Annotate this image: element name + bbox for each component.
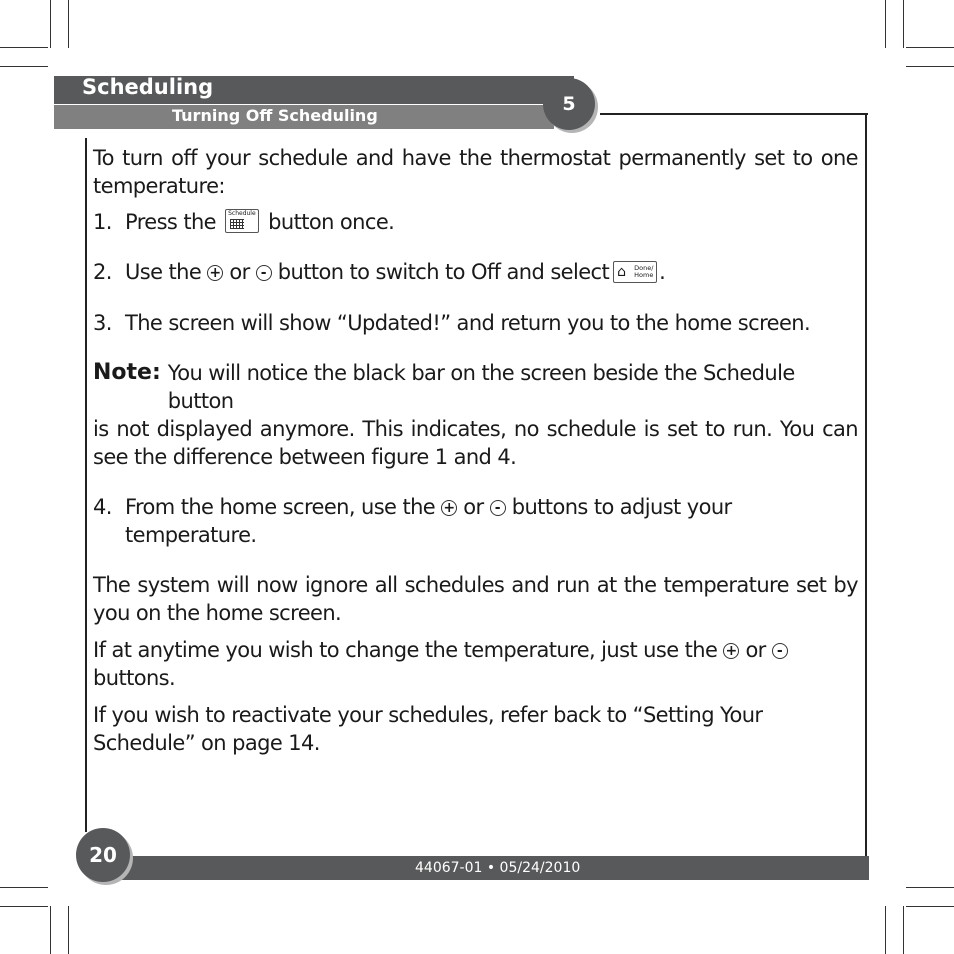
step-3 bbox=[93, 309, 858, 337]
step-text-part: button to switch to Off and select bbox=[277, 260, 610, 284]
crop-mark bbox=[0, 906, 48, 907]
crop-mark bbox=[0, 887, 48, 888]
step-text-part: or bbox=[229, 260, 250, 284]
done-home-button-icon bbox=[613, 261, 657, 283]
step-number: 1. bbox=[93, 210, 112, 234]
crop-mark bbox=[885, 906, 886, 954]
paragraph-ignore-schedules: The system will now ignore all schedules and run at the temperature set by you on the home screen. bbox=[93, 573, 858, 625]
frame-line-left bbox=[85, 138, 87, 832]
crop-mark bbox=[906, 906, 954, 907]
crop-mark bbox=[50, 0, 51, 48]
paragraph-change-temperature bbox=[93, 636, 858, 692]
step-text-part: button once. bbox=[268, 210, 395, 234]
step-text-part: or bbox=[463, 495, 484, 519]
step-text-part: Use the bbox=[125, 260, 202, 284]
document-code: 44067-01 • 05/24/2010 bbox=[415, 860, 581, 876]
step-text bbox=[125, 208, 394, 236]
note-label: Note: bbox=[93, 360, 161, 385]
page-number-badge: 20 bbox=[76, 828, 130, 882]
step-text-part: . bbox=[659, 260, 666, 284]
crop-mark bbox=[0, 47, 48, 48]
step-4 bbox=[93, 493, 858, 549]
crop-mark bbox=[68, 906, 69, 954]
step-text bbox=[125, 493, 858, 549]
step-text-part: buttons to adjust your temperature. bbox=[125, 495, 732, 547]
schedule-button-label: Schedule bbox=[228, 210, 256, 217]
step-text: The screen will show “Updated!” and return you to the home screen. bbox=[125, 311, 811, 335]
minus-icon: - bbox=[256, 265, 272, 281]
minus-icon: - bbox=[772, 643, 788, 659]
paragraph-text-part: buttons. bbox=[93, 666, 176, 690]
crop-mark bbox=[50, 906, 51, 954]
note-first-line bbox=[93, 359, 858, 415]
note-text-line1: You will notice the black bar on the screen beside the Schedule button bbox=[167, 361, 795, 413]
note-text-rest: is not displayed anymore. This indicates, no schedule is set to run. You can see the difference between figure 1 and 4. bbox=[93, 417, 858, 469]
crop-mark bbox=[903, 0, 904, 48]
crop-mark bbox=[903, 906, 904, 954]
paragraph-text-part: If at anytime you wish to change the temperature, just use the bbox=[93, 638, 718, 662]
crop-mark bbox=[885, 0, 886, 48]
paragraph-text-part: or bbox=[745, 638, 766, 662]
plus-icon: + bbox=[723, 643, 739, 659]
plus-icon: + bbox=[207, 265, 223, 281]
minus-icon: - bbox=[490, 500, 506, 516]
step-number: 4. bbox=[93, 495, 112, 519]
crop-mark bbox=[906, 887, 954, 888]
crop-mark bbox=[906, 66, 954, 67]
step-text bbox=[125, 258, 665, 286]
step-number: 2. bbox=[93, 260, 112, 284]
frame-line-top bbox=[600, 113, 868, 115]
crop-mark bbox=[68, 0, 69, 48]
step-text-part: From the home screen, use the bbox=[125, 495, 436, 519]
schedule-grid-icon bbox=[230, 219, 244, 229]
crop-mark bbox=[906, 47, 954, 48]
step-text-part: Press the bbox=[125, 210, 217, 234]
section-title: Scheduling bbox=[82, 75, 214, 99]
chapter-number-badge: 5 bbox=[543, 78, 595, 130]
crop-mark bbox=[0, 66, 48, 67]
done-home-label: Done/ Home bbox=[634, 264, 654, 279]
note-block bbox=[93, 359, 858, 471]
intro-paragraph: To turn off your schedule and have the thermostat permanently set to one temperature: bbox=[93, 146, 858, 198]
page-content bbox=[93, 144, 858, 757]
home-icon: ⌂ bbox=[617, 264, 627, 280]
frame-line-right bbox=[865, 113, 867, 856]
paragraph-reactivate: If you wish to reactivate your schedules, refer back to “Setting Your Schedule” on page 14. bbox=[93, 703, 763, 755]
step-number: 3. bbox=[93, 311, 112, 335]
subsection-title: Turning Off Scheduling bbox=[172, 106, 378, 125]
plus-icon: + bbox=[441, 500, 457, 516]
step-1 bbox=[93, 208, 858, 236]
schedule-button-icon bbox=[225, 209, 259, 233]
step-2 bbox=[93, 258, 858, 286]
